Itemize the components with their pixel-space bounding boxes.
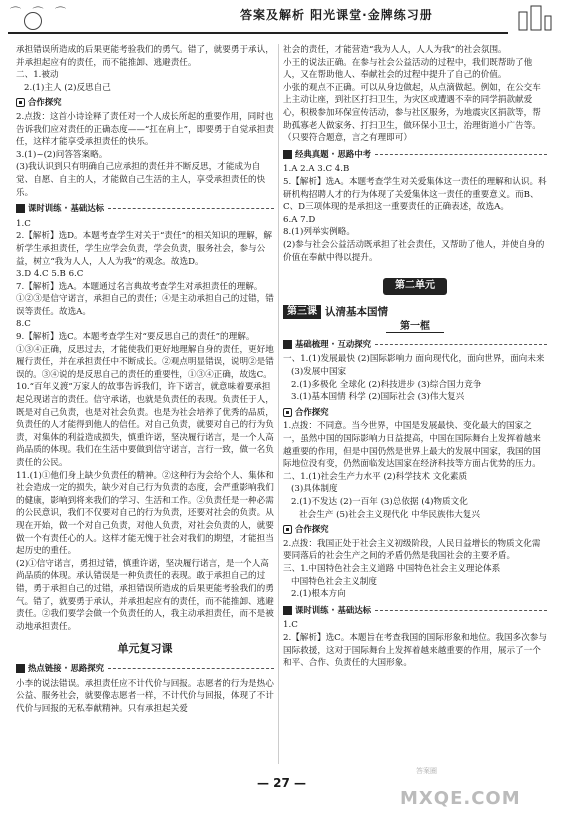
- building-icon: [515, 2, 555, 32]
- answer-paragraph: 8.(1)列举实例略。: [283, 227, 355, 238]
- lesson-heading: [283, 305, 547, 320]
- answer-paragraph: 8.C: [16, 319, 31, 330]
- answer-paragraph: 2.点拨：这首小诗诠释了责任对一个人成长所起的重要作用，同时也告诉我们应对责任的正确态度——“扛在肩上”，即要勇于自觉承担责任，这样才能享受承担责任的快乐。: [16, 111, 275, 148]
- section-icon: [283, 408, 292, 417]
- answer-paragraph: 2.(1)多极化 全球化 (2)科技进步 (3)综合国力竞争: [291, 379, 482, 390]
- answer-paragraph: 1.A 2.A 3.C 4.B: [283, 164, 350, 175]
- square-icon: [16, 204, 25, 213]
- answer-paragraph: 小李的说法错误。承担责任应不计代价与回报。志愿者的行为是热心公益、服务社会，就要像志愿者一样，不计代价与回报，体现了不计代价与回报的无私奉献精神。只有承担起关爱: [16, 678, 274, 714]
- answer-paragraph: 6.A 7.D: [283, 214, 316, 225]
- column-divider: [278, 44, 279, 764]
- answer-paragraph: 小王的说法正确。在参与社会公益活动的过程中，我们既帮助了他人，又在帮助他人、奉献社会的过程中提升了自己的价值。: [283, 57, 533, 81]
- section-bar-label: 经典真题 · 思路中考: [295, 148, 372, 159]
- answer-paragraph: 社会生产 (5)社会主义现代化 中华民族伟大复兴: [299, 509, 480, 520]
- unit-badge: [283, 278, 547, 295]
- section-label: 合作探究: [28, 97, 62, 108]
- dashed-rule: [108, 208, 274, 209]
- answer-paragraph: 小张的观点不正确。可以从身边做起，从点滴做起。例如，在公交车上主动让座，到社区打扫卫生，为灾区或遭遇不幸的同学捐款献爱心，积极参加环保宣传活动，参与社区服务，为地震灾区捐款等，帮助孤寡老人做家务、打扫卫生，做环保小卫士，治理街道小广告等。（只要符合题意，言之有理即可）: [283, 82, 541, 144]
- answer-paragraph: 承担错误所造成的后果更能考验我们的勇气。错了，就要勇于承认，并承担起应有的责任，而不能推卸、逃避责任。: [16, 45, 274, 68]
- section-heading: [16, 96, 274, 109]
- dashed-rule: [108, 668, 274, 669]
- section-bar: [16, 662, 274, 675]
- answer-paragraph: 1.点拨：不同意。当今世界，中国是发展最快、变化最大的国家之一，虽然中国的国际影响力日益提高，中国在国际舞台上发挥着越来越重要的作用，但是中国仍然是世界上最大的发展中国家，我国的国际地位没有变，仍然面临发达国家在经济科技等方面占优势的压力。: [283, 421, 541, 470]
- answer-paragraph: (2)①信守诺言，勇担过错，慎重许诺，坚决履行诺言，是一个人高尚品质的体现。承认错误是一种负责任的表现。敢于承担自己的过错，勇于承担自己的过错，承担错误所造成的后果更能考验我们的勇气。错了，就要勇于承认，并承担起应有的责任，而不能推卸、逃避责任。②我们要学会做一个负责任的人，我主动承担责任，而不是被动地承担责任。: [16, 558, 274, 632]
- square-icon: [283, 340, 292, 349]
- answer-paragraph: 2.(1)根本方向: [291, 589, 346, 600]
- answer-paragraph: 二、1.被动: [16, 70, 59, 81]
- section-bar-label: 课时训练 · 基础达标: [295, 604, 372, 615]
- section-bar: [16, 202, 274, 215]
- answer-paragraph: 1.C: [16, 218, 31, 229]
- section-heading: [283, 523, 547, 536]
- section-bar: [283, 148, 547, 161]
- watermark-logo-text: 答案圈: [416, 767, 437, 775]
- section-label: 合作探究: [295, 524, 329, 535]
- header-rule: [8, 32, 508, 34]
- right-column: [283, 44, 547, 670]
- header-title: 答案及解析 阳光课堂·金牌练习册: [240, 8, 433, 22]
- answer-paragraph: 3.D 4.C 5.B 6.C: [16, 269, 84, 280]
- page-header: [0, 0, 563, 40]
- answer-paragraph: 2.(1)主人 (2)反思自己: [24, 82, 111, 93]
- answer-paragraph: 2.(1)不发达 (2)一百年 (3)总依据 (4)物质文化: [291, 497, 468, 507]
- answer-paragraph: 3.(1)基本国情 科学 (2)国际社会 (3)伟大复兴: [291, 392, 465, 403]
- page-number: — 27 —: [256, 776, 307, 790]
- answer-paragraph: (3)我认识到只有明确自己应承担的责任并不断反思，才能成为自觉、自愿、自主的人，才能做自己生活的主人，享受承担责任的快乐。: [16, 162, 266, 198]
- answer-paragraph: 二、1.(1)社会生产力水平 (2)科学技术 文化素质: [283, 471, 468, 482]
- sun-icon: [24, 12, 42, 30]
- square-icon: [283, 606, 292, 615]
- answer-paragraph: 3.(1)~(2)问答答案略。: [16, 149, 108, 160]
- section-bar-label: 课时训练 · 基础达标: [28, 203, 105, 214]
- lesson-title: 认清基本国情: [325, 305, 388, 318]
- section-icon: [283, 525, 292, 534]
- section-bar: [283, 604, 547, 617]
- left-column: [16, 44, 274, 715]
- section-bar: [283, 338, 547, 351]
- answer-paragraph: (3)发展中国家: [291, 367, 347, 378]
- lesson-tag: 第三课: [283, 305, 321, 320]
- answer-paragraph: 一、1.(1)发展最快 (2)国际影响力 面向现代化，面向世界，面向未来: [283, 354, 545, 365]
- review-title: 单元复习课: [117, 642, 173, 656]
- frame-label: 第一框: [386, 321, 444, 333]
- section-bar-label: 基础梳理 · 互动探究: [295, 338, 372, 349]
- dashed-rule: [375, 154, 547, 155]
- answer-paragraph: 2.【解析】选D。本题考查学生对关于“责任”的相关知识的理解，解析学生承担责任，学生应学会负责，学会负责，服务社会，参与公益，树立“我为人人，人人为我”的观念。故选D。: [16, 231, 272, 267]
- answer-paragraph: 5.【解析】选A。本题考查学生对关爱集体这一责任的理解和认识。科研机构招聘人才的行为体现了关爱集体这一责任的重要意义。而B、C、D三项体现的是承担这一重要责任的正确表述，故选A。: [283, 176, 547, 213]
- answer-paragraph: 1.C: [283, 620, 298, 631]
- square-icon: [283, 150, 292, 159]
- frame-heading: [283, 321, 547, 334]
- answer-paragraph: (2)参与社会公益活动既承担了社会责任，又帮助了他人，并使自身的价值在奉献中得以提升。: [283, 239, 545, 263]
- dashed-rule: [375, 344, 547, 345]
- section-label: 合作探究: [295, 406, 329, 417]
- answer-paragraph: 10.“百年义渡”万家人的故事告诉我们，许下诺言，就意味着要承担起兑现诺言的责任。信守承诺，也就是负责任的表现。负责任于人，既是对自己负责，也是对社会负责。也是为社会培养了优秀的品质，负责任的人才能得到他人的信任。对自己负责，就要对自己的行为负责，对集体的利益造成损失，慎重许诺，坚决履行诺言，是一个人高尚品质的体现。我们在生活中要做到信守诺言，言行一致，做一名负责任的公民。: [16, 382, 274, 468]
- answer-paragraph: 9.【解析】选C。本题考查学生对“要反思自己的责任”的理解。①③④正确，反思过去，才能使我们更好地理解自身的责任，更好地履行责任，并在承担责任中不断成长。②观点明显错误，说明②是错误的。③④说的是反思自己的责任的重要性，①③④正确，故选C。: [16, 332, 274, 380]
- answer-paragraph: 三、1.中国特色社会主义道路 中国特色社会主义理论体系: [283, 563, 501, 574]
- answer-paragraph: 中国特色社会主义制度: [291, 576, 377, 587]
- answer-paragraph: 7.【解析】选A。本题通过名言典故考查学生对承担责任的理解。①②③是信守诺言，承担自己的责任；④是主动承担自己的过错，错误等责任。故选A。: [16, 281, 274, 317]
- unit-label: 第二单元: [383, 278, 447, 295]
- answer-paragraph: 2.点拨：我国正处于社会主义初级阶段，人民日益增长的物质文化需要同落后的社会生产之间的矛盾仍然是我国社会的主要矛盾。: [283, 538, 541, 562]
- dashed-rule: [375, 610, 547, 611]
- answer-paragraph: 11.(1)①他们身上缺少负责任的精神。②这种行为会给个人、集体和社会造成一定的损失，缺少对自己行为负责的态度，会严重影响我们的健康，影响到将来我们的学习、生活和工作。②负责任是一种必需的公民意识，我们不仅要对自己的行为负责，还要对社会的负责。从现在开始，做一个对自己负责，对他人负责，对社会负责的人，就要做一个有责任心的人。这样才能无愧于社会对我们的期望，才能担当起历史的重任。: [16, 470, 274, 557]
- birds-icon: ⌒ ⌒ ⌒: [10, 6, 70, 19]
- answer-paragraph: (3)具体制度: [291, 484, 338, 495]
- section-heading: [283, 406, 547, 419]
- section-bar-label: 热点链接 · 思路探究: [28, 662, 105, 673]
- square-icon: [16, 664, 25, 673]
- answer-paragraph: 2.【解析】选C。本题旨在考查我国的国际形象和地位。我国多次参与国际救援，这对于国际舞台上发挥着越来越重要的作用，展示了一个和平、合作、负责任的大国形象。: [283, 632, 547, 669]
- answer-paragraph: 社会的责任，才能营造“我为人人，人人为我”的社会氛围。: [283, 45, 507, 55]
- section-icon: [16, 98, 25, 107]
- watermark: MXQE.COM: [400, 788, 521, 809]
